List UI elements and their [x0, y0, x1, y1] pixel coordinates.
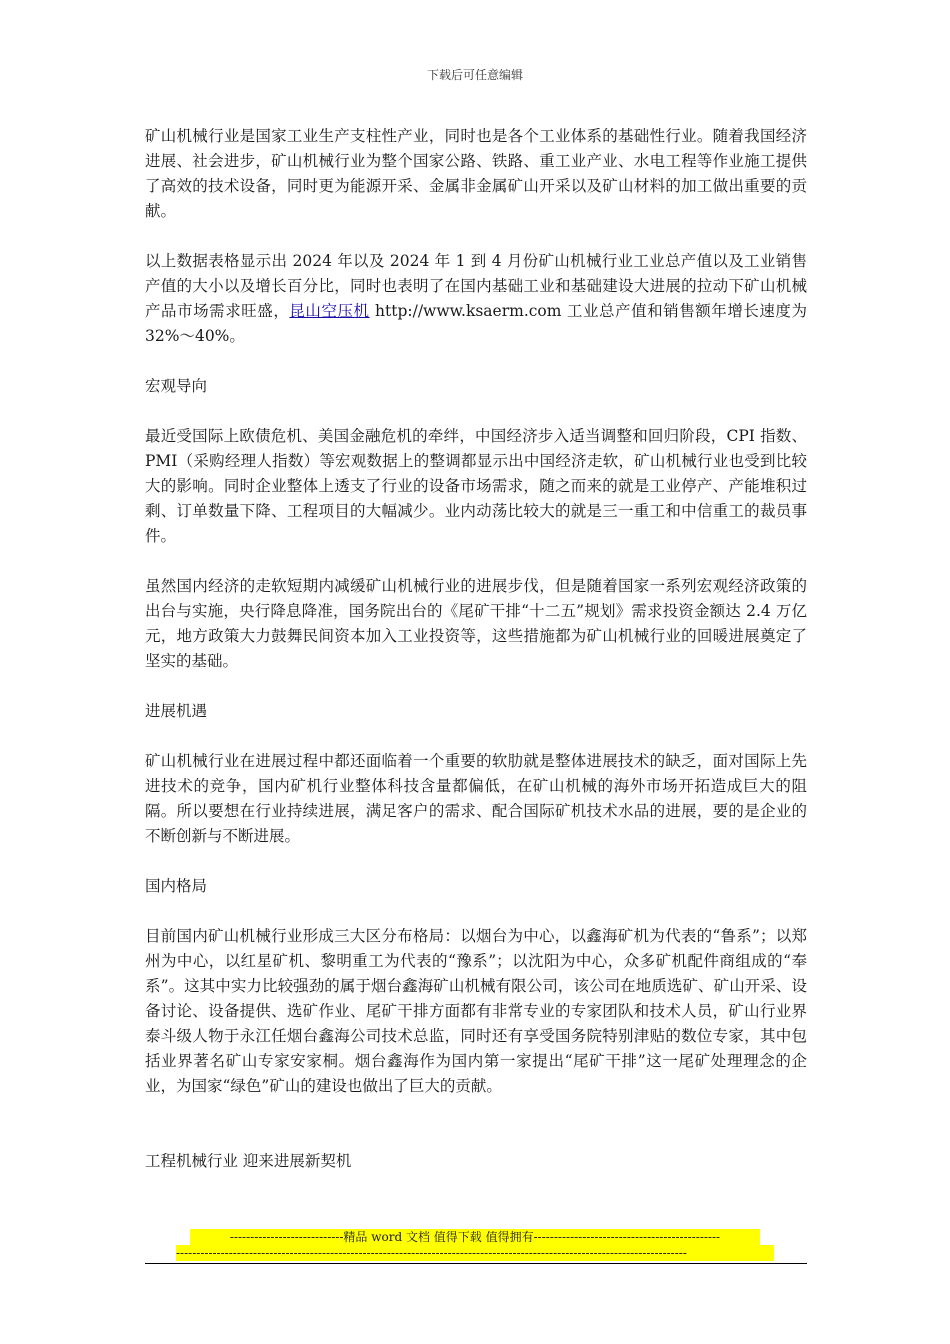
paragraph-macro: 最近受国际上欧债危机、美国金融危机的牵绊，中国经济步入适当调整和回归阶段，CPI 指数、PMI（采购经理人指数）等宏观数据上的整调都显示出中国经济走软，矿山机械行业也受到比较大的影响。同时企业整体上透支了行业的设备市场需求，随之而来的就是工业停产、产能堆积过剩、订单数量下降、工程项目的大幅减少。业内动荡比较大的就是三一重工和中信重工的裁员事件。	[145, 427, 807, 545]
document-body	[145, 124, 807, 1199]
kunshan-compressor-link[interactable]: 昆山空压机	[289, 302, 370, 320]
paragraph-data-text-before: 以上数据表格显示出 2024 年以及 2024 年 1 到 4 月份矿山机械行业工业总产值以及工业销售产值的大小以及增长百分比，同时也表明了在国内基础工业和基础建设大进展的拉动下矿山机械产品市场需求旺盛，	[145, 252, 807, 320]
footer-rule	[145, 1263, 807, 1264]
paragraph-policy: 虽然国内经济的走软短期内减缓矿山机械行业的进展步伐，但是随着国家一系列宏观经济政策的出台与实施，央行降息降准，国务院出台的《尾矿干排“十二五”规划》需求投资金额达 2.4 万亿元，地方政策大力鼓舞民间资本加入工业投资等，这些措施都为矿山机械行业的回暖进展奠定了坚实的基础。	[145, 577, 807, 670]
footer-banner-line2: ------------------------------------------------------------------------------------------------------------------------------	[176, 1245, 774, 1261]
header-note: 下载后可任意编辑	[426, 68, 523, 82]
paragraph-opportunity: 矿山机械行业在进展过程中都还面临着一个重要的软肋就是整体进展技术的缺乏，面对国际上先进技术的竞争，国内矿机行业整体科技含量都偏低，在矿山机械的海外市场开拓造成巨大的阻隔。所以要想在行业持续进展，满足客户的需求、配合国际矿机技术水品的进展，要的是企业的不断创新与不断进展。	[145, 752, 807, 845]
paragraph-domestic-layout: 目前国内矿山机械行业形成三大区分布格局：以烟台为中心，以鑫海矿机为代表的“鲁系”；以郑州为中心，以红星矿机、黎明重工为代表的“豫系”；以沈阳为中心，众多矿机配件商组成的“奉系”。这其中实力比较强劲的属于烟台鑫海矿山机械有限公司，该公司在地质选矿、矿山开采、设备讨论、设备提供、选矿作业、尾矿干排方面都有非常专业的专家团队和技术人员，矿山行业界泰斗级人物于永江任烟台鑫海公司技术总监，同时还有享受国务院特别津贴的数位专家，其中包括业界著名矿山专家安家桐。烟台鑫海作为国内第一家提出“尾矿干排”这一尾矿处理理念的企业，为国家“绿色”矿山的建设也做出了巨大的贡献。	[145, 927, 807, 1095]
footer-banner-line1: ----------------------------精品 word 文档 值得下载 值得拥有----------------------------------------------	[190, 1229, 760, 1245]
heading-opportunity: 进展机遇	[145, 702, 208, 720]
heading-domestic-layout: 国内格局	[145, 877, 208, 895]
paragraph-intro: 矿山机械行业是国家工业生产支柱性产业，同时也是各个工业体系的基础性行业。随着我国经济进展、社会进步，矿山机械行业为整个国家公路、铁路、重工业产业、水电工程等作业施工提供了高效的技术设备，同时更为能源开采、金属非金属矿山开采以及矿山材料的加工做出重要的贡献。	[145, 127, 807, 220]
paragraph-data-text-after: http://www.ksaerm.com 工业总产值和销售额年增长速度为 32%～40%。	[145, 302, 807, 345]
heading-engineering-machinery: 工程机械行业 迎来进展新契机	[145, 1152, 352, 1170]
paragraph-data-table	[145, 249, 807, 349]
heading-macro-guidance: 宏观导向	[145, 377, 208, 395]
